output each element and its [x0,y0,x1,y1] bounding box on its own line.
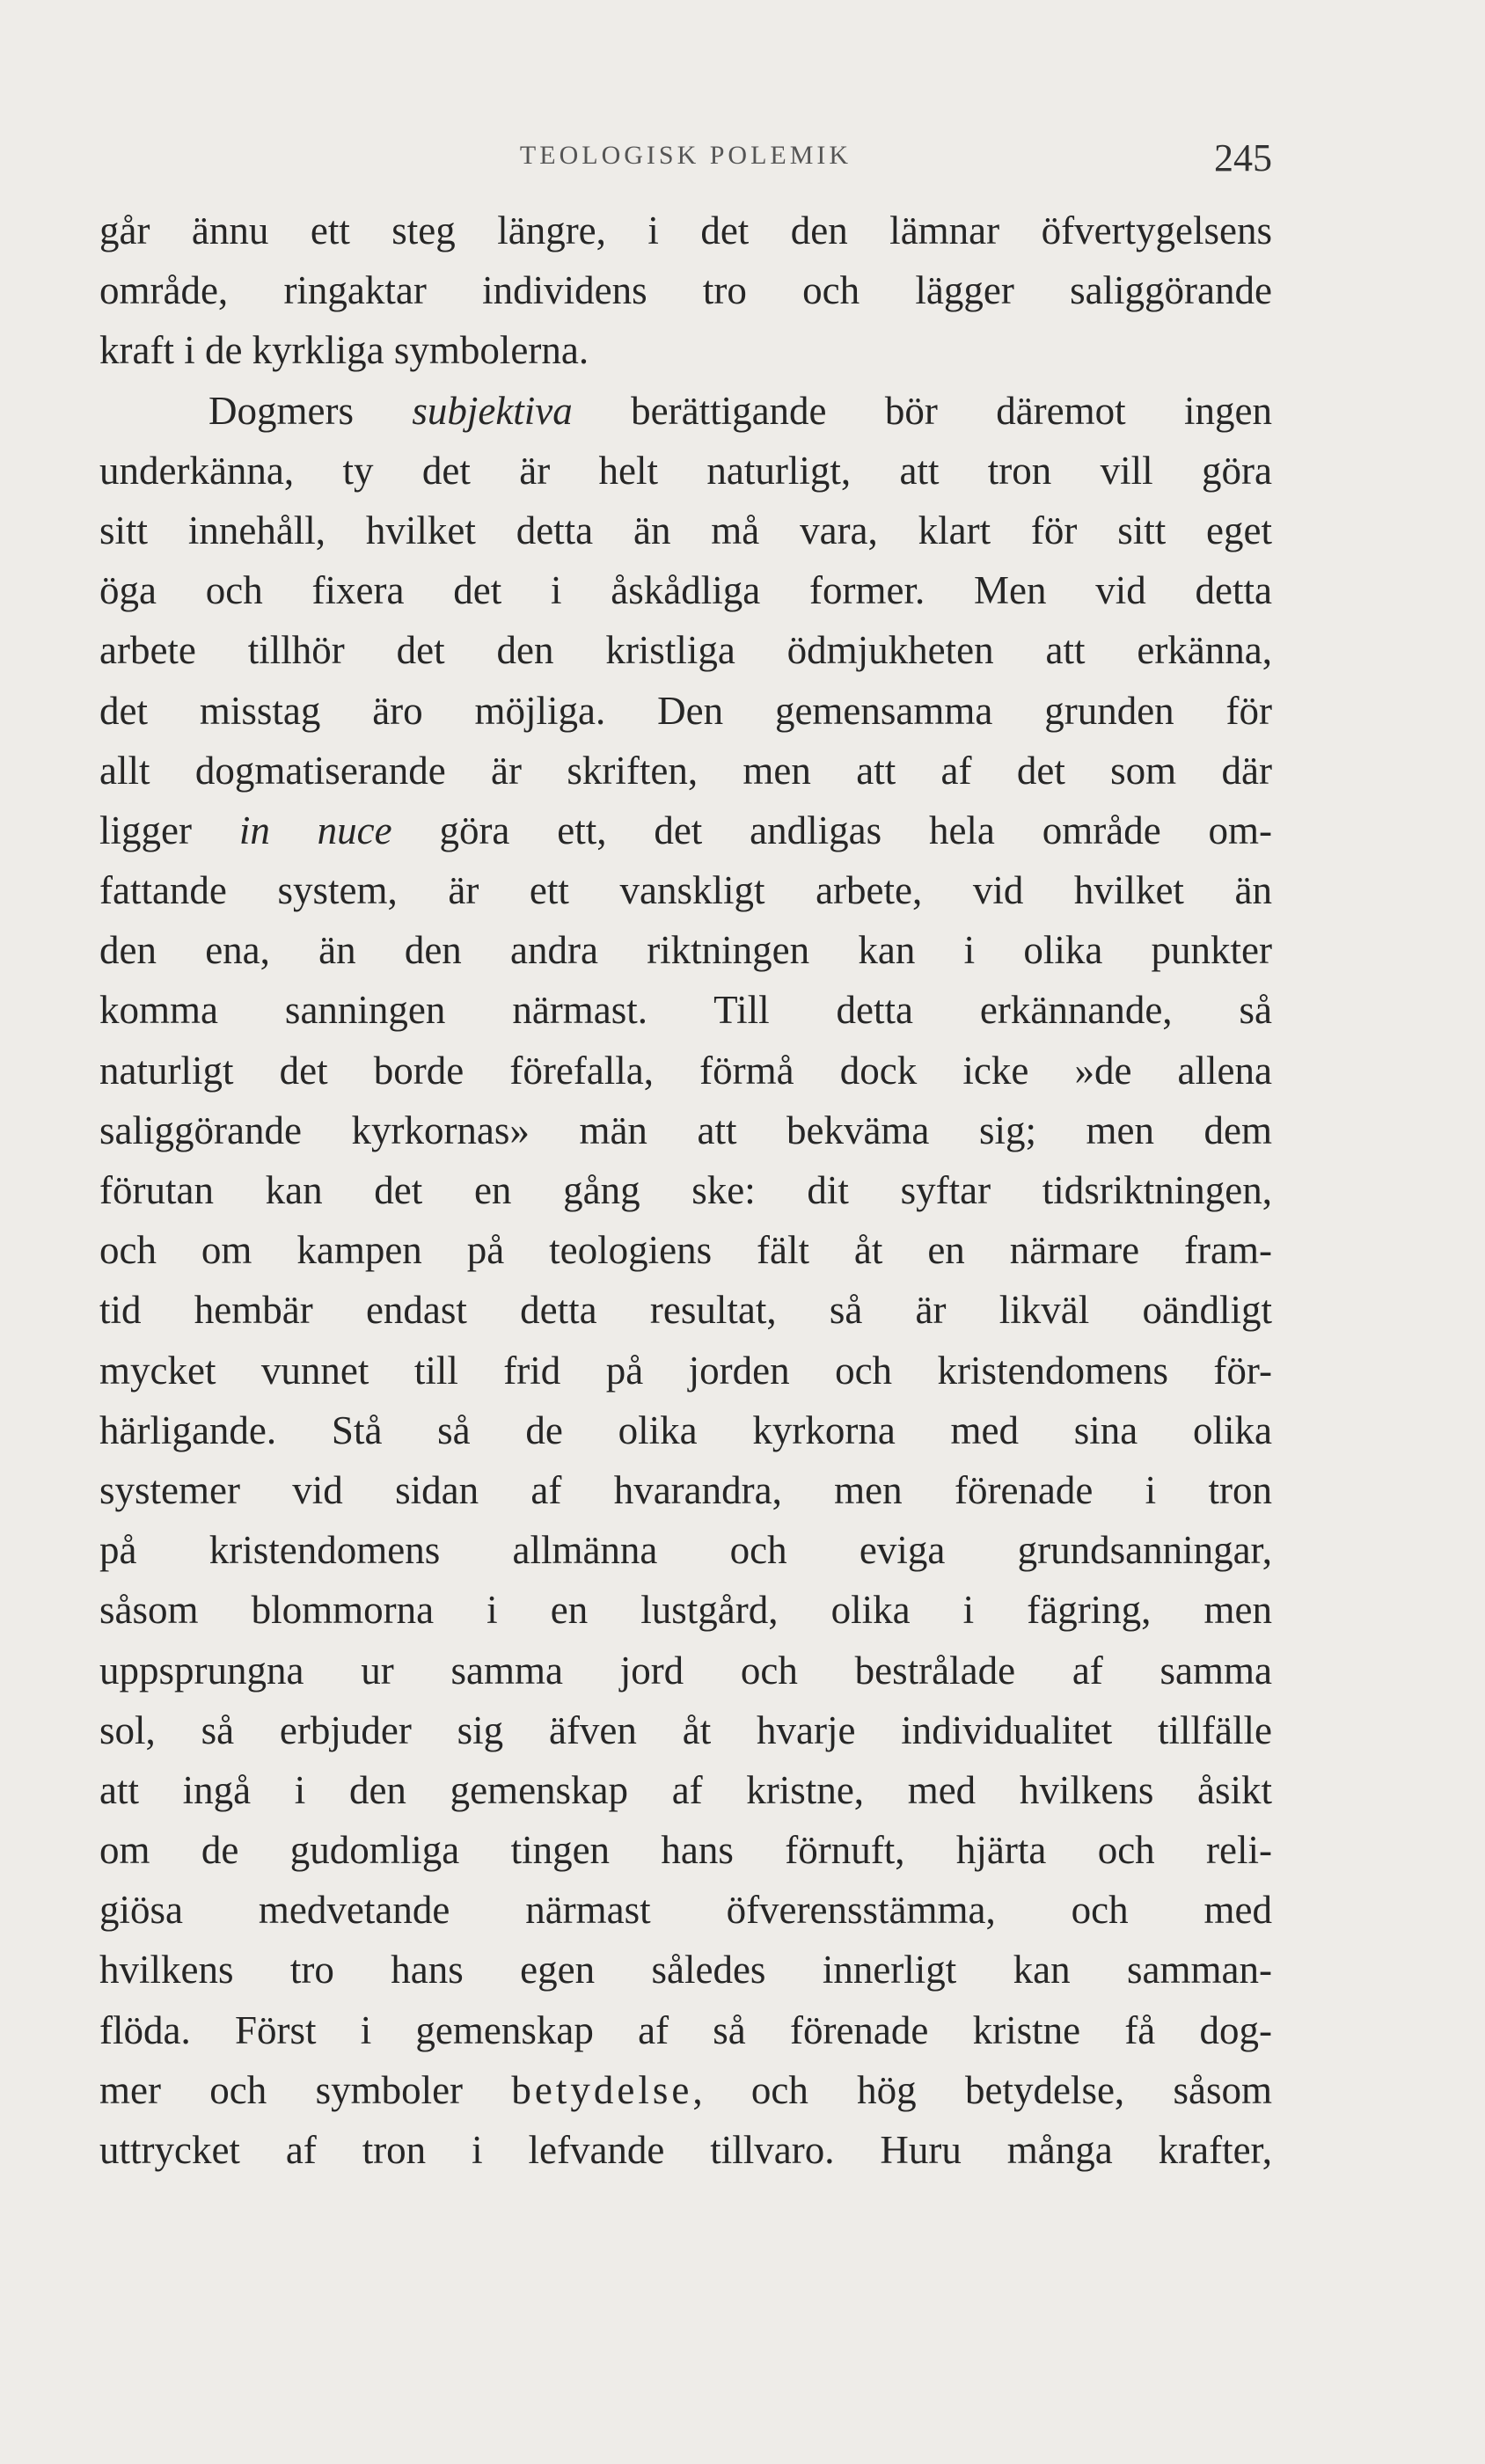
running-title: TEOLOGISK POLEMIK [519,141,852,170]
text-line: hvilkens tro hans egen således innerligt kan samman- [99,1948,1272,1992]
text-line: saliggörande kyrkornas» män att bekväma sig; men dem [99,1108,1272,1152]
italic-word: subjektiva [412,388,573,433]
text-line: allt dogmatiserande är skriften, men att af det som där [99,748,1272,793]
text-line [99,2060,1272,2120]
text-line: att ingå i den gemenskap af kristne, med hvilkens åsikt [99,1767,1272,1812]
text-line: flöda. Först i gemenskap af så förenade kristne få dog- [99,2007,1272,2052]
text-line: tid hembär endast detta resultat, så är likväl oändligt [99,1288,1272,1333]
text-line: uttrycket af tron i lefvande tillvaro. Huru många krafter, [99,2128,1272,2172]
text-line: fattande system, är ett vanskligt arbete, vid hvilket än [99,868,1272,913]
text-line: öga och fixera det i åskådliga former. Men vid detta [99,568,1272,613]
line-fragment: mer och symboler [99,2067,512,2112]
line-fragment: berättigande bör däremot ingen [572,388,1272,433]
body-text [99,201,1272,2180]
text-line: förutan kan det en gång ske: dit syftar tidsriktningen, [99,1168,1272,1212]
text-line [99,381,1272,441]
line-fragment: , och hög betydelse, såsom [692,2067,1272,2112]
line-fragment: Dogmers [208,388,413,433]
spaced-word: betydelse [511,2067,693,2112]
text-line: såsom blommorna i en lustgård, olika i fägring, men [99,1588,1272,1633]
text-line: kraft i de kyrkliga symbolerna. [99,328,589,373]
text-line: giösa medvetande närmast öfverensstämma, och med [99,1888,1272,1933]
text-line: den ena, än den andra riktningen kan i olika punkter [99,928,1272,973]
line-fragment: göra ett, det andligas hela område om- [391,808,1272,852]
text-line: underkänna, ty det är helt naturligt, att tron vill göra [99,448,1272,493]
text-line: systemer vid sidan af hvarandra, men förenade i tron [99,1467,1272,1512]
text-line: om de gudomliga tingen hans förnuft, hjärta och reli- [99,1828,1272,1873]
text-line: sol, så erbjuder sig äfven åt hvarje individualitet tillfälle [99,1707,1272,1752]
page-number: 245 [1214,136,1272,179]
text-line: på kristendomens allmänna och eviga grundsanningar, [99,1528,1272,1573]
text-line: uppsprungna ur samma jord och bestrålade af samma [99,1648,1272,1693]
italic-word: in nuce [238,808,392,852]
text-line [99,801,1272,860]
text-line: det misstag äro möjliga. Den gemensamma grunden för [99,688,1272,733]
text-line: arbete tillhör det den kristliga ödmjukheten att erkänna, [99,628,1272,673]
text-line: komma sanningen närmast. Till detta erkännande, så [99,988,1272,1033]
text-line: område, ringaktar individens tro och lägger saliggörande [99,268,1272,313]
text-line: härligande. Stå så de olika kyrkorna med sina olika [99,1407,1272,1452]
text-line: naturligt det borde förefalla, förmå dock icke »de allena [99,1048,1272,1093]
running-head [99,136,1272,185]
text-line: och om kampen på teologiens fält åt en närmare fram- [99,1228,1272,1273]
text-line: sitt innehåll, hvilket detta än må vara, klart för sitt eget [99,508,1272,552]
text-line: går ännu ett steg längre, i det den lämnar öfvertygelsens [99,208,1272,252]
line-fragment: ligger [99,808,239,852]
text-line: mycket vunnet till frid på jorden och kristendomens för- [99,1348,1272,1393]
